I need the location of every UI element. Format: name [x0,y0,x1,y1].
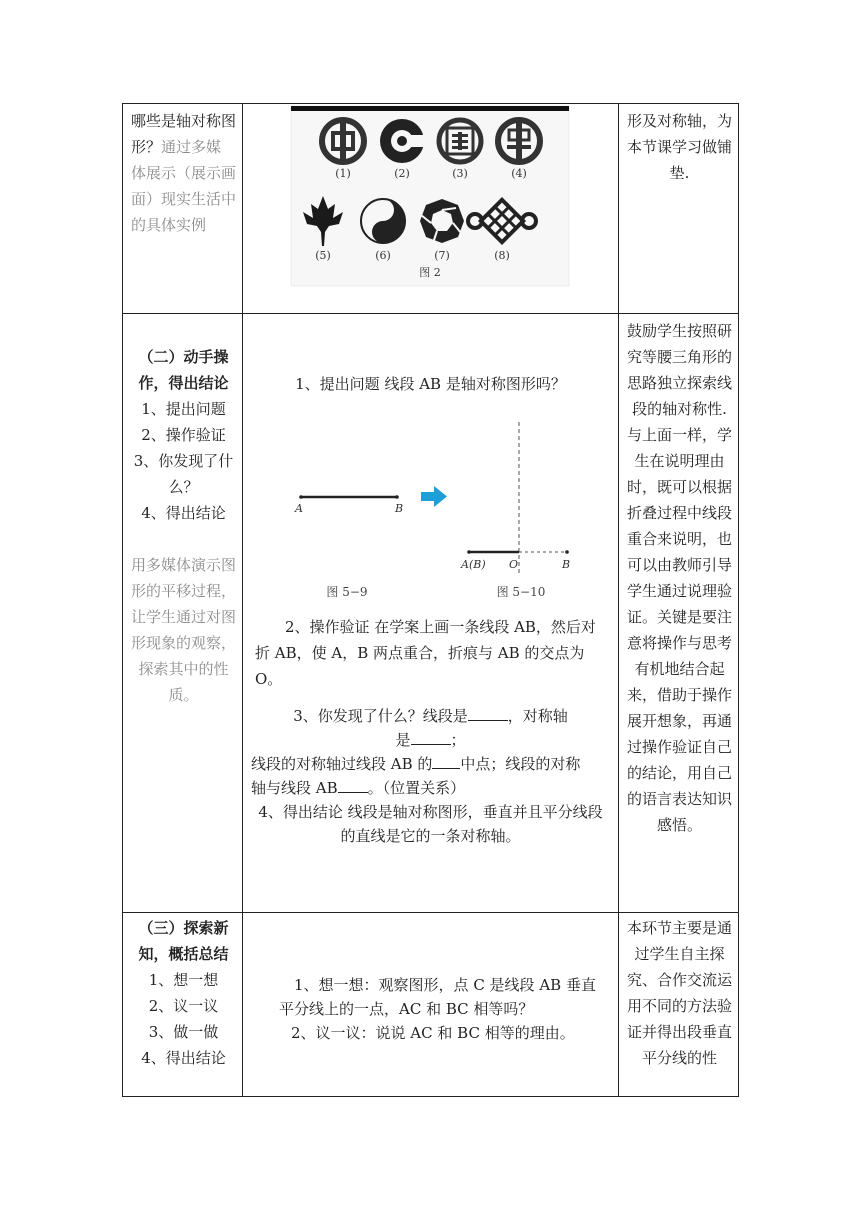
activity-cell [123,104,243,314]
step-3: 3、做一做 [148,1023,219,1041]
found-text-2a: 是 [395,731,411,749]
caption-8: (8) [494,249,510,262]
blank-1 [468,706,508,721]
blank-4 [338,778,368,793]
verify-text: 2、操作验证 在学案上画一条线段 AB，然后对折 AB，使 A，B 两点重合，折痕与 AB 的交点为 O。 [255,618,596,688]
step-2: 2、议一议 [148,997,219,1015]
found-text-2b: ； [450,731,466,749]
figure-caption: 图 2 [419,266,441,279]
yin-yang-icon [361,199,405,243]
step-1: 1、提出问题 [141,400,226,418]
intent-text: 鼓励学生按照研究等腰三角形的思路独立探索线段的轴对称性.与上面一样，学生在说明理由时，既可以根据折叠过程中线段重合来说明，也可以由教师引导学生通过说理验证。关键是要注意将操作与思考有机地结合起来，借助于操作展开想象，再通过操作验证自己的结论，用自己的语言表达知识感悟。 [627,322,733,834]
found-text-1a: 3、你发现了什么？线段是 [293,707,468,725]
lesson-plan-table [122,103,739,1097]
label-b: B [395,502,404,515]
found-text-4a: 轴与线段 AB [251,779,338,797]
label-o: O [509,558,519,571]
conclusion-text: 4、得出结论 线段是轴对称图形，垂直并且平分线段的直线是它的一条对称轴。 [258,803,603,845]
caption-4: (4) [511,167,527,180]
activity-cell [123,314,243,913]
caption-1: (1) [335,167,351,180]
label-ab: A(B) [461,558,486,571]
intent-cell [619,314,739,913]
blank-2 [411,730,451,745]
found-text-3a: 线段的对称轴过线段 AB 的 [251,755,433,773]
aperture-icon [420,199,464,243]
section-title: （二）动手操作，得出结论 [138,348,229,392]
multimedia-note: 用多媒体演示图形的平移过程，让学生通过对图形现象的观察，探索其中的性质。 [131,556,237,704]
question-text: 哪些是轴对称图形？ [131,112,237,156]
found-text-4b: 。（位置关系） [367,779,466,797]
segment-figure [243,402,619,602]
found-text-3b: 中点；线段的对称 [460,755,581,773]
table-row [123,913,739,1097]
blank-3 [432,754,460,769]
content-cell [243,104,619,314]
caption-6: (6) [375,249,391,262]
content-cell [243,913,619,1097]
caption-3: (3) [452,167,468,180]
right-arrow-icon [421,486,447,507]
caption-2: (2) [394,167,410,180]
think-text: 1、想一想：观察图形，点 C 是线段 AB 垂直平分线上的一点，AC 和 BC 相等吗？ [279,976,596,1018]
found-text-1b: ，对称轴 [507,707,568,725]
caption-5: (5) [315,249,331,262]
step-3: 3、你发现了什么？ [133,452,234,496]
step-4: 4、得出结论 [141,1049,226,1067]
step-2: 2、操作验证 [141,426,226,444]
step-4: 4、得出结论 [141,504,226,522]
emblems-figure [243,104,619,313]
section-title: （三）探索新知，概括总结 [138,919,229,963]
intent-cell [619,104,739,314]
fig59-caption: 图 5−9 [326,585,368,599]
intent-cell [619,913,739,1097]
label-b2: B [562,558,571,571]
multimedia-note: 通过多媒体展示（展示画面）现实生活中的具体实例 [131,138,237,234]
intent-text: 本环节主要是通过学生自主探究、合作交流运用不同的方法验证并得出段垂直平分线的性 [627,919,733,1067]
content-cell [243,314,619,913]
fig510-caption: 图 5−10 [496,585,546,599]
question-text: 1、提出问题 线段 AB 是轴对称图形吗？ [295,375,566,393]
table-row [123,104,739,314]
activity-cell [123,913,243,1097]
discuss-text: 2、议一议：说说 AC 和 BC 相等的理由。 [291,1024,575,1042]
intent-text: 形及对称轴，为本节课学习做铺垫. [627,112,733,182]
caption-7: (7) [434,249,450,262]
label-a: A [295,502,303,515]
step-1: 1、想一想 [148,971,219,989]
table-row [123,314,739,913]
